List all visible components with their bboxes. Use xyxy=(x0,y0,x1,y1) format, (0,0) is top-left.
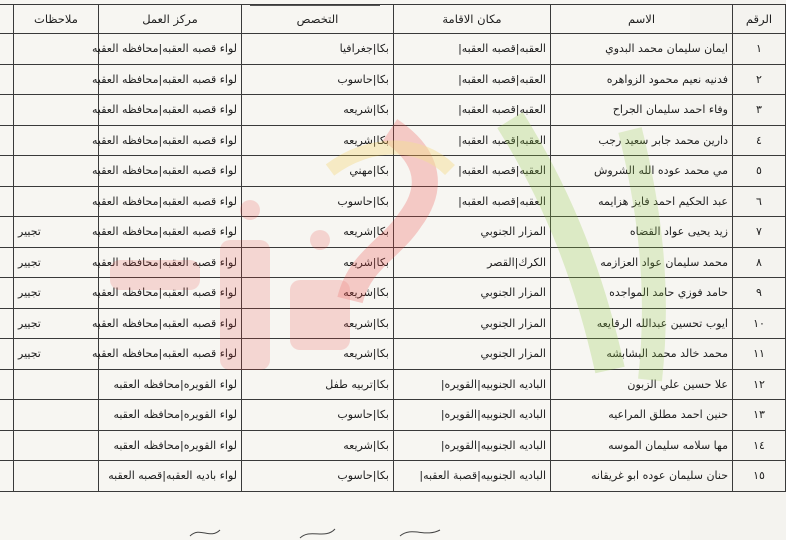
cell-notes xyxy=(14,156,99,187)
cell-num: ١٤ xyxy=(733,430,786,461)
roster-table xyxy=(0,4,786,492)
header-notes: ملاحظات xyxy=(14,5,99,34)
cell-specialty: بكا|شريعه xyxy=(242,95,394,126)
cell-workplace: لواء القويره|محافظه العقبه xyxy=(99,369,242,400)
cell-score xyxy=(0,156,14,187)
cell-workplace: لواء قصبه العقبه|محافظه العقبه xyxy=(99,64,242,95)
table-row xyxy=(0,247,786,278)
cell-name: عبد الحكيم احمد فايز هزايمه xyxy=(551,186,733,217)
cell-name: علا حسين علي الزبون xyxy=(551,369,733,400)
cell-specialty: بكا|حاسوب xyxy=(242,461,394,492)
cell-name: محمد خالد محمد البشابشه xyxy=(551,339,733,370)
cell-name: دارين محمد جابر سعيد رجب xyxy=(551,125,733,156)
cell-name: حامد فوزي حامد المواجده xyxy=(551,278,733,309)
table-header-row xyxy=(0,5,786,34)
cell-workplace: لواء قصبه العقبه|محافظه العقبه xyxy=(99,125,242,156)
cell-residence: العقبه|قصبه العقبه| xyxy=(394,125,551,156)
cell-num: ١٣ xyxy=(733,400,786,431)
header-workplace: مركز العمل xyxy=(99,5,242,34)
cell-score xyxy=(0,247,14,278)
table-row xyxy=(0,186,786,217)
cell-num: ١٢ xyxy=(733,369,786,400)
cell-notes xyxy=(14,430,99,461)
cell-notes xyxy=(14,461,99,492)
cell-name: مها سلامه سليمان الموسه xyxy=(551,430,733,461)
cell-notes xyxy=(14,400,99,431)
cell-name: مي محمد عوده الله الشروش xyxy=(551,156,733,187)
cell-specialty: بكا|شريعه xyxy=(242,247,394,278)
cell-score xyxy=(0,400,14,431)
table-row xyxy=(0,461,786,492)
cell-score xyxy=(0,369,14,400)
cell-residence: المزار الجنوبي xyxy=(394,339,551,370)
cell-name: فدنيه نعيم محمود الزواهره xyxy=(551,64,733,95)
cell-num: ١٠ xyxy=(733,308,786,339)
cell-notes: تجيير xyxy=(14,339,99,370)
cell-num: ٨ xyxy=(733,247,786,278)
cell-workplace: لواء قصبه العقبه|محافظه العقبه xyxy=(99,308,242,339)
cell-name: حنان سليمان عوده ابو غريقانه xyxy=(551,461,733,492)
header-residence: مكان الاقامة xyxy=(394,5,551,34)
cell-residence: العقبه|قصبه العقبه| xyxy=(394,156,551,187)
cell-residence: الباديه الجنوبيه|القويره| xyxy=(394,369,551,400)
cell-residence: المزار الجنوبي xyxy=(394,278,551,309)
cell-specialty: بكا|حاسوب xyxy=(242,64,394,95)
cell-residence: العقبه|قصبه العقبه| xyxy=(394,95,551,126)
cell-notes xyxy=(14,369,99,400)
header-num: الرقم xyxy=(733,5,786,34)
cell-specialty: بكا|شريعه xyxy=(242,430,394,461)
cell-name: محمد سليمان عواد العزازمه xyxy=(551,247,733,278)
cell-residence: المزار الجنوبي xyxy=(394,308,551,339)
cell-specialty: بكا|حاسوب xyxy=(242,400,394,431)
cell-notes: تجيير xyxy=(14,247,99,278)
table-row xyxy=(0,125,786,156)
cell-notes: تجيير xyxy=(14,308,99,339)
cell-score xyxy=(0,217,14,248)
cell-workplace: لواء القويره|محافظه العقبه xyxy=(99,400,242,431)
cell-num: ٥ xyxy=(733,156,786,187)
cell-workplace: لواء قصبه العقبه|محافظه العقبه xyxy=(99,339,242,370)
signature-scribbles xyxy=(150,526,570,540)
cell-notes xyxy=(14,64,99,95)
cell-score xyxy=(0,430,14,461)
cell-specialty: بكا|جغرافيا xyxy=(242,34,394,65)
header-specialty: التخصص xyxy=(242,5,394,34)
cell-specialty: بكا|شريعه xyxy=(242,339,394,370)
cell-residence: المزار الجنوبي xyxy=(394,217,551,248)
table-row xyxy=(0,156,786,187)
cell-num: ١٥ xyxy=(733,461,786,492)
cell-score xyxy=(0,339,14,370)
cell-name: ايوب تحسين عبدالله الرقايعه xyxy=(551,308,733,339)
cell-score xyxy=(0,278,14,309)
cell-num: ١ xyxy=(733,34,786,65)
cell-notes: تجيير xyxy=(14,217,99,248)
cell-specialty: بكا|مهني xyxy=(242,156,394,187)
cell-residence: العقبه|قصبه العقبه| xyxy=(394,34,551,65)
cell-name: ايمان سليمان محمد البدوي xyxy=(551,34,733,65)
cell-score xyxy=(0,125,14,156)
cell-specialty: بكا|شريعه xyxy=(242,217,394,248)
cell-specialty: بكا|شريعه xyxy=(242,278,394,309)
cell-specialty: بكا|شريعه xyxy=(242,125,394,156)
cell-score xyxy=(0,461,14,492)
cell-workplace: لواء قصبه العقبه|محافظه العقبه xyxy=(99,186,242,217)
cell-name: زيد يحيى عواد القضاه xyxy=(551,217,733,248)
cell-num: ٧ xyxy=(733,217,786,248)
cell-workplace: لواء قصبه العقبه|محافظه العقبه xyxy=(99,247,242,278)
table-row xyxy=(0,34,786,65)
cell-residence: الباديه الجنوبيه|قصبة العقبه| xyxy=(394,461,551,492)
cell-workplace: لواء قصبه العقبه|محافظه العقبه xyxy=(99,278,242,309)
cell-workplace: لواء قصبه العقبه|محافظه العقبه xyxy=(99,217,242,248)
cell-score xyxy=(0,186,14,217)
cell-workplace: لواء قصبه العقبه|محافظه العقبه xyxy=(99,34,242,65)
cell-notes: تجيير xyxy=(14,278,99,309)
cell-score xyxy=(0,34,14,65)
cell-notes xyxy=(14,186,99,217)
table-row xyxy=(0,400,786,431)
table-row xyxy=(0,339,786,370)
cell-score xyxy=(0,308,14,339)
cell-num: ٤ xyxy=(733,125,786,156)
table-row xyxy=(0,308,786,339)
cell-score xyxy=(0,64,14,95)
cell-notes xyxy=(14,34,99,65)
cell-residence: الكرك|القصر xyxy=(394,247,551,278)
cell-specialty: بكا|شريعه xyxy=(242,308,394,339)
cell-score xyxy=(0,95,14,126)
cell-residence: العقبه|قصبه العقبه| xyxy=(394,186,551,217)
cell-num: ٦ xyxy=(733,186,786,217)
cell-workplace: لواء القويره|محافظه العقبه xyxy=(99,430,242,461)
cell-name: وفاء احمد سليمان الجراح xyxy=(551,95,733,126)
table-row xyxy=(0,217,786,248)
cell-workplace: لواء باديه العقبه|قصبه العقبه xyxy=(99,461,242,492)
header-score xyxy=(0,5,14,34)
cell-specialty: بكا|تربيه طفل xyxy=(242,369,394,400)
cell-name: حنين احمد مطلق المراعيه xyxy=(551,400,733,431)
cell-num: ٢ xyxy=(733,64,786,95)
cell-notes xyxy=(14,95,99,126)
table-row xyxy=(0,95,786,126)
cell-workplace: لواء قصبه العقبه|محافظه العقبه xyxy=(99,95,242,126)
cell-specialty: بكا|حاسوب xyxy=(242,186,394,217)
cell-num: ٩ xyxy=(733,278,786,309)
cell-workplace: لواء قصبه العقبه|محافظه العقبه xyxy=(99,156,242,187)
table-row xyxy=(0,369,786,400)
cell-num: ٣ xyxy=(733,95,786,126)
cell-num: ١١ xyxy=(733,339,786,370)
cell-residence: الباديه الجنوبيه|القويره| xyxy=(394,430,551,461)
table-row xyxy=(0,430,786,461)
cell-residence: الباديه الجنوبيه|القويره| xyxy=(394,400,551,431)
cell-residence: العقبه|قصبه العقبه| xyxy=(394,64,551,95)
table-row xyxy=(0,64,786,95)
cell-notes xyxy=(14,125,99,156)
header-name: الاسم xyxy=(551,5,733,34)
table-row xyxy=(0,278,786,309)
